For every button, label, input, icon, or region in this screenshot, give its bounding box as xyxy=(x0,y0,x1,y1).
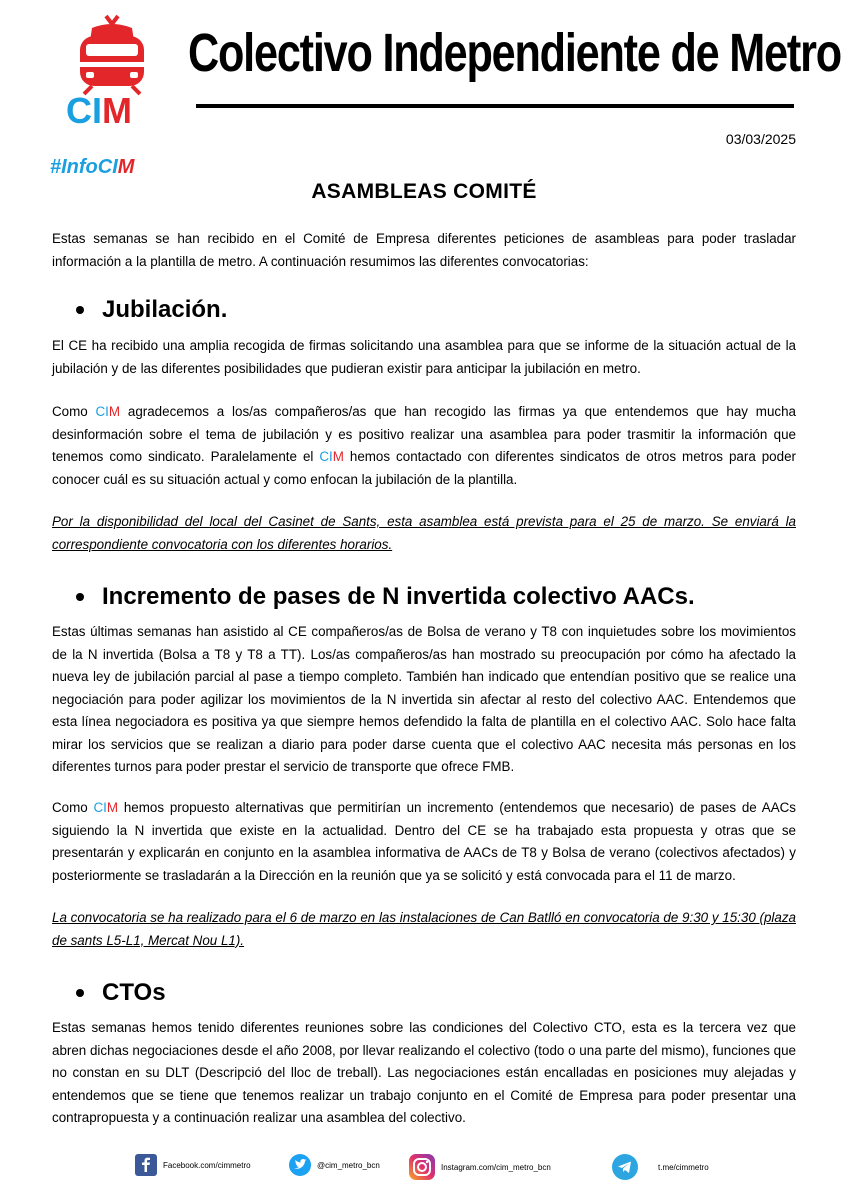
text-run: hemos contactado con diferentes sindicatos de otros metros para poder conocer cuál es su situación actual y como enfocan la jubilación de la plantilla. xyxy=(52,449,796,487)
hashtag-prefix: #Info xyxy=(50,156,98,178)
text-run: Como xyxy=(52,404,96,419)
section-heading-incremento xyxy=(76,583,695,611)
section-title: CTOs xyxy=(102,979,166,1006)
document-date: 03/03/2025 xyxy=(725,131,796,147)
social-footer xyxy=(0,1150,848,1190)
text-run: agradecemos a los/as compañeros/as que han recogido las firmas ya que entendemos que hay mucha desinformación sobre el tema de jubilación y es positivo realizar una asamblea para poder trasmitir la información que tenemos como sindicato. Paralelamente el xyxy=(52,404,796,464)
section-paragraph: Estas últimas semanas han asistido al CE compañeros/as de Bolsa de verano y T8 con inquietudes sobre los movimientos de la N invertida (Bolsa a T8 y T8 a TT). Los/as compañeros/as han mostrado su preocupación por cómo ha afectado la nueva ley de jubilación parcial al pase a tiempo completo. También han indicado que entendían positivo que se realice una negociación para poder agilizar los movimientos de la N invertida sin afectar al resto del colectivo AAC. Entendemos que esta línea negociadora es positiva ya que siempre hemos defendido la falta de plantilla en el colectivo AAC. Solo hace falta mirar los servicios que se realizan a diario para poder darse cuenta que el colectivo AAC necesita más personas en los diferentes turnos para poder prestar el servicio de transporte que ofrece FMB. xyxy=(52,624,796,774)
intro-paragraph: Estas semanas se han recibido en el Comité de Empresa diferentes peticiones de asambleas para poder trasladar información a la plantilla de metro. A continuación resumimos las diferentes convocatorias: xyxy=(52,231,796,269)
section-title: Jubilación. xyxy=(102,296,228,323)
section-heading-ctos xyxy=(76,979,166,1007)
section-paragraph: El CE ha recibido una amplia recogida de firmas solicitando una asamblea para que se informe de la situación actual de la jubilación y de las diferentes posibilidades que pudieran existir para anticipar la jubilación en metro. xyxy=(52,338,796,376)
hashtag xyxy=(50,156,134,179)
instagram-text: Instagram.com/cim_metro_bcn xyxy=(441,1162,551,1172)
section-paragraph xyxy=(52,401,796,491)
section-title: Incremento de pases de N invertida colectivo AACs. xyxy=(102,583,695,610)
section-note: Por la disponibilidad del local del Casinet de Sants, esta asamblea está prevista para el 25 de marzo. Se enviará la correspondiente convocatoria con los diferentes horarios. xyxy=(52,514,796,552)
instagram-link[interactable] xyxy=(409,1154,551,1180)
section-heading-jubilacion xyxy=(76,296,227,324)
logo-text: CIM xyxy=(66,90,132,131)
twitter-link[interactable] xyxy=(289,1154,380,1176)
cim-ci: CI xyxy=(95,404,109,419)
twitter-icon xyxy=(289,1154,311,1176)
facebook-text: Facebook.com/cimmetro xyxy=(163,1160,251,1170)
bullet-icon xyxy=(76,593,84,601)
cim-m: M xyxy=(332,449,344,464)
bullet-icon xyxy=(76,306,84,314)
cim-m: M xyxy=(108,404,121,419)
telegram-icon xyxy=(612,1154,638,1180)
title-underline xyxy=(196,104,794,108)
text-run: Como xyxy=(52,800,94,815)
section-note: La convocatoria se ha realizado para el 6 de marzo en las instalaciones de Can Batlló en convocatoria de 9:30 y 15:30 (plaza de sants L5-L1, Mercat Nou L1). xyxy=(52,910,796,948)
cim-m: M xyxy=(106,800,119,815)
hashtag-ci: CI xyxy=(97,156,118,178)
bullet-icon xyxy=(76,989,84,997)
telegram-text: t.me/cimmetro xyxy=(658,1162,709,1172)
hashtag-m: M xyxy=(117,156,135,178)
telegram-link[interactable] xyxy=(612,1154,709,1180)
document-heading: ASAMBLEAS COMITÉ xyxy=(311,180,537,203)
facebook-link[interactable] xyxy=(135,1154,251,1176)
facebook-icon xyxy=(135,1154,157,1176)
section-paragraph xyxy=(52,797,796,887)
page-title: Colectivo Independiente de Metro xyxy=(188,23,841,83)
cim-ci: CI xyxy=(319,449,333,464)
instagram-icon xyxy=(409,1154,435,1180)
text-run: hemos propuesto alternativas que permitirían un incremento (entendemos que necesario) de pases de AACs siguiendo la N invertida que existe en la actualidad. Dentro del CE se ha trabajado esta propuesta y otras que se presentarán y explicarán en conjunto en la asamblea informativa de AACs de T8 y Bolsa de verano (colectivos afectados) y posteriormente se trasladarán a la Dirección en la reunión que ya se solicitó y está convocada para el 11 de marzo. xyxy=(52,800,796,883)
cim-ci: CI xyxy=(93,800,107,815)
section-paragraph: Estas semanas hemos tenido diferentes reuniones sobre las condiciones del Colectivo CTO, esta es la tercera vez que abren dichas negociaciones desde el año 2008, por llevar realizando el colectivo (todo o una parte del mismo), funciones que no constan en su DLT (Descripció del lloc de treball). Las negociaciones están encalladas en posiciones muy alejadas y entendemos que se tiene que tenemos realizar un trabajo conjunto en el Comité de Empresa para poder presentar una contrapropuesta y a continuación realizar una asamblea del colectivo. xyxy=(52,1020,796,1125)
cim-logo xyxy=(66,14,158,132)
twitter-text: @cim_metro_bcn xyxy=(317,1160,380,1170)
